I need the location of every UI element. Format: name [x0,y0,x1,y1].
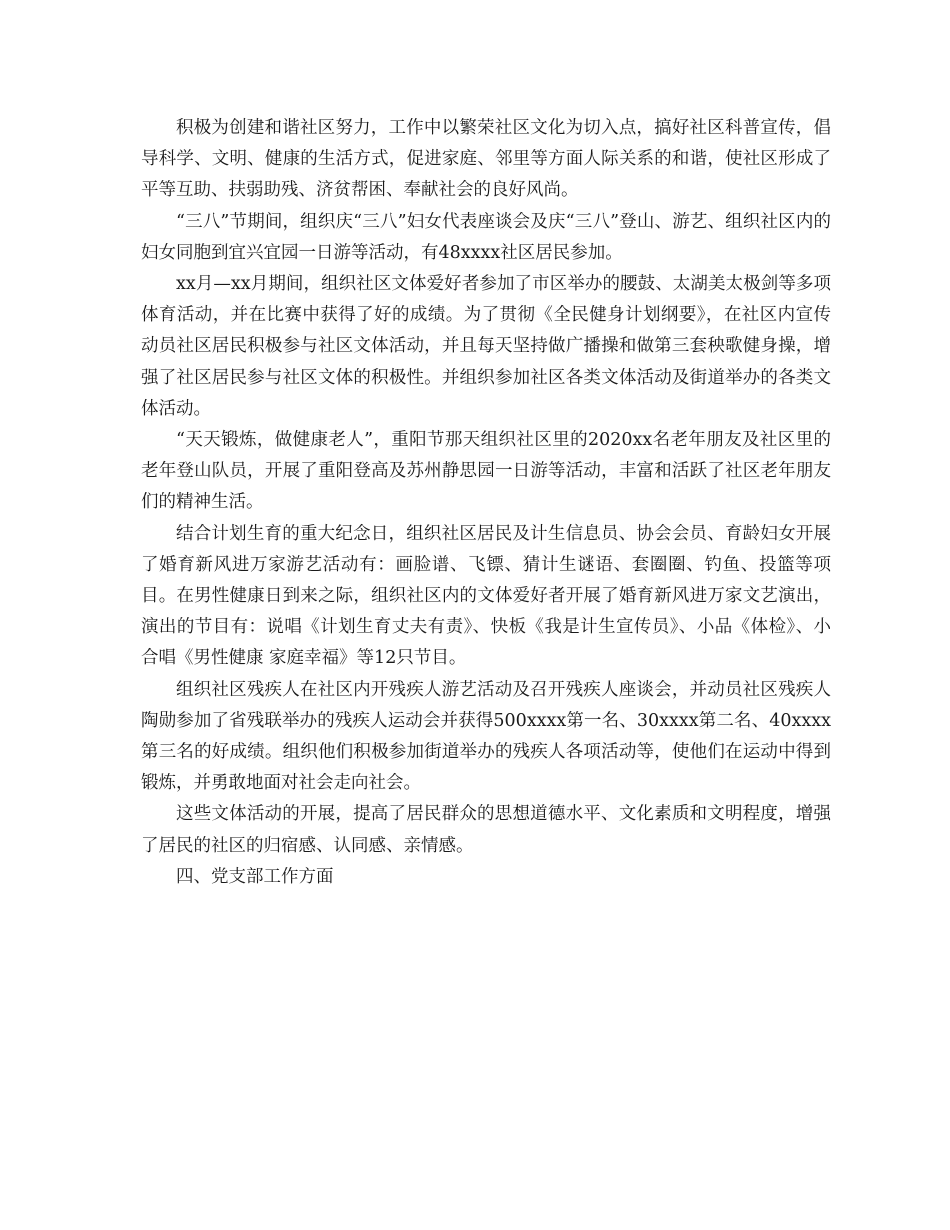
paragraph-disabled-activities: 组织社区残疾人在社区内开残疾人游艺活动及召开残疾人座谈会，并动员社区残疾人陶勋参加了省残联举办的残疾人运动会并获得500xxxx第一名、30xxxx第二名、40xxxx第三名的好成绩。组织他们积极参加街道举办的残疾人各项活动等，使他们在运动中得到锻炼，并勇敢地面对社会走向社会。 [141,679,831,794]
paragraph-community-harmony: 积极为创建和谐社区努力，工作中以繁荣社区文化为切入点，搞好社区科普宣传，倡导科学、文明、健康的生活方式，促进家庭、邻里等方面人际关系的和谐，使社区形成了平等互助、扶弱助残、济贫帮困、奉献社会的良好风尚。 [141,118,831,201]
document-body [141,113,831,893]
paragraph-summary: 这些文体活动的开展，提高了居民群众的思想道德水平、文化素质和文明程度，增强了居民的社区的归宿感、认同感、亲情感。 [141,804,831,856]
paragraph-family-planning: 结合计划生育的重大纪念日，组织社区居民及计生信息员、协会会员、育龄妇女开展了婚育新风进万家游艺活动有：画脸谱、飞镖、猜计生谜语、套圈圈、钓鱼、投篮等项目。在男性健康日到来之际，组织社区内的文体爱好者开展了婚育新风进万家文艺演出，演出的节目有：说唱《计划生育丈夫有责》、快板《我是计生宣传员》、小品《体检》、小合唱《男性健康 家庭幸福》等12只节目。 [141,523,831,669]
paragraph-sports-activities: xx月—xx月期间，组织社区文体爱好者参加了市区举办的腰鼓、太湖美太极剑等多项体育活动，并在比赛中获得了好的成绩。为了贯彻《全民健身计划纲要》，在社区内宣传动员社区居民积极参与社区文体活动，并且每天坚持做广播操和做第三套秧歌健身操，增强了社区居民参与社区文体的积极性。并组织参加社区各类文体活动及街道举办的各类文体活动。 [141,274,831,419]
paragraph-elderly-activities: “天天锻炼，做健康老人”，重阳节那天组织社区里的2020xx名老年朋友及社区里的老年登山队员，开展了重阳登高及苏州静思园一日游等活动，丰富和活跃了社区老年朋友们的精神生活。 [141,430,831,513]
paragraph-womens-day: “三八”节期间，组织庆“三八”妇女代表座谈会及庆“三八”登山、游艺、组织社区内的妇女同胞到宜兴宜园一日游等活动，有48xxxx社区居民参加。 [141,211,831,263]
section-heading-party-branch: 四、党支部工作方面 [176,866,334,887]
